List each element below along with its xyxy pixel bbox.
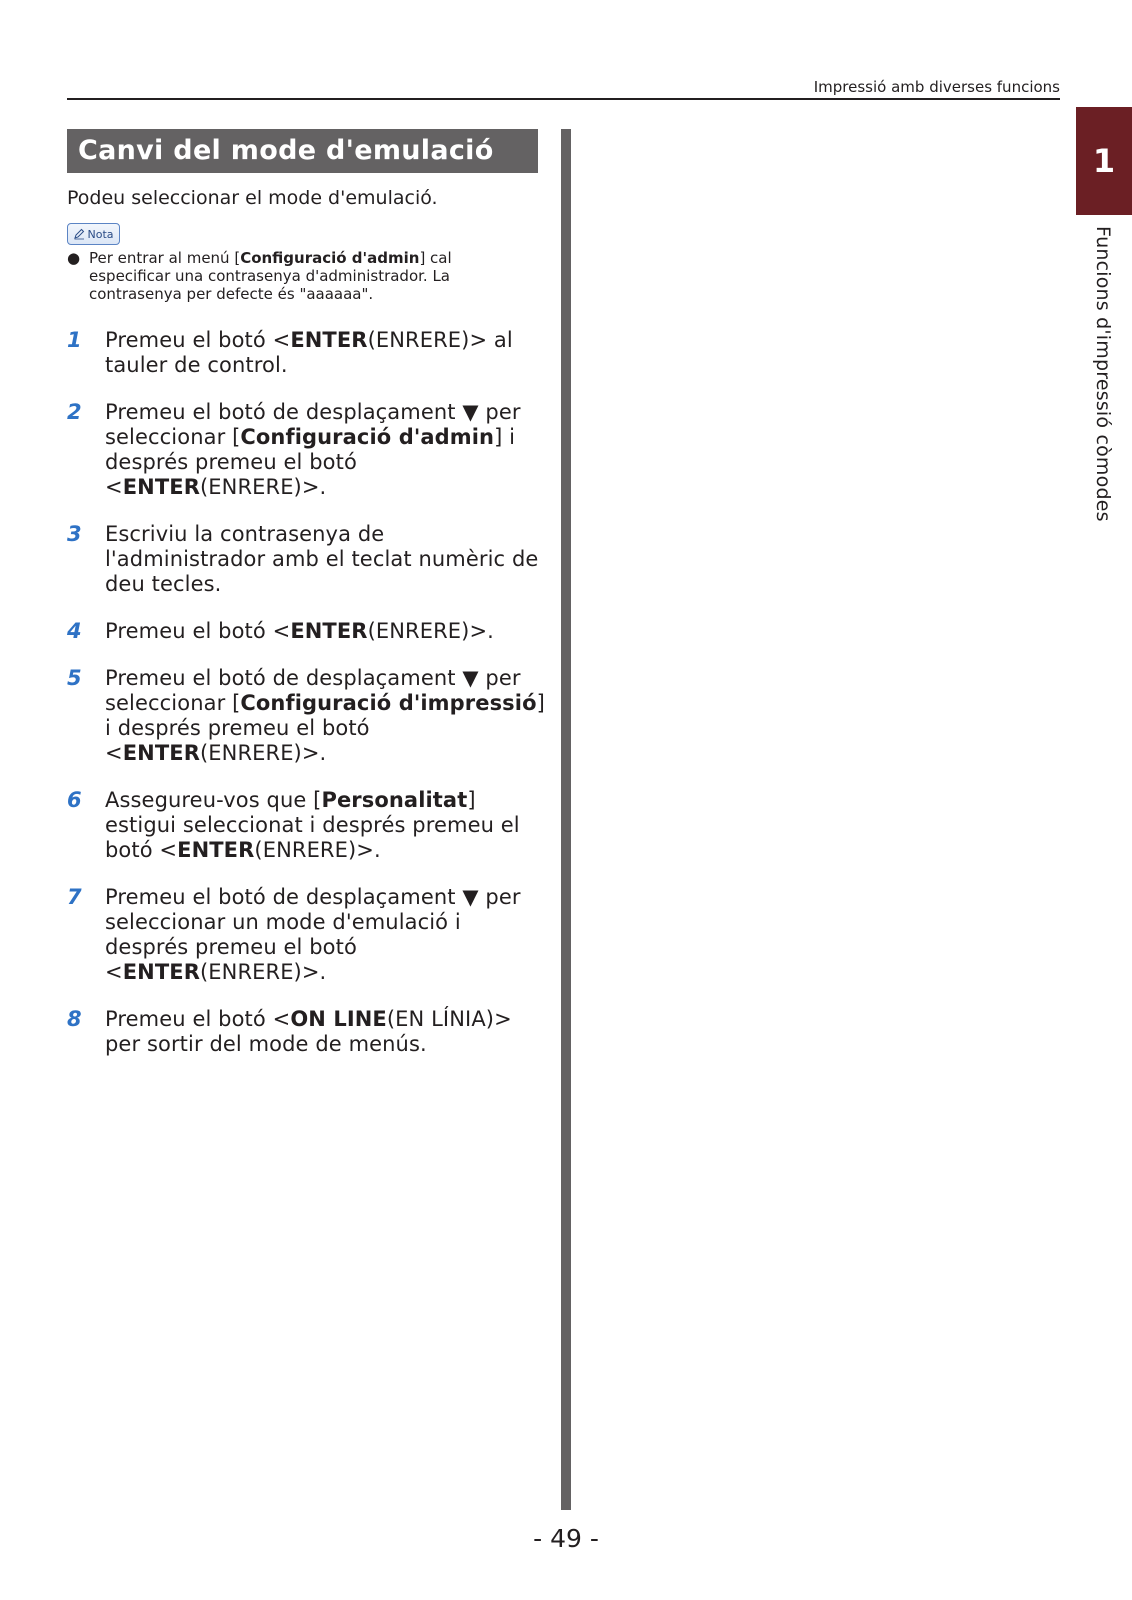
step-text-part: Premeu el botó <: [105, 328, 291, 352]
step-text-part: Premeu el botó <: [105, 619, 291, 643]
step-text: [105, 328, 547, 378]
step-text-part: Escriviu la contrasenya de l'administrador amb el teclat numèric de deu tecles.: [105, 522, 539, 596]
step-text-part: (ENRERE)>.: [367, 619, 494, 643]
step-text-part: Premeu el botó de desplaçament: [105, 666, 463, 690]
step-text-part: ] estigui seleccionat i després premeu el botó <: [105, 788, 520, 862]
step-text-part: ▼ per seleccionar un mode d'emulació i després premeu el botó <: [105, 885, 521, 984]
step-text-bold: ENTER: [122, 475, 200, 499]
step-text-part: (ENRERE)>.: [254, 838, 381, 862]
running-header: Impressió amb diverses funcions: [813, 78, 1060, 96]
step-text: [105, 885, 547, 985]
note-bullet: ●: [67, 249, 81, 267]
chapter-side-label: Funcions d'impressió còmodes: [1092, 226, 1114, 522]
step-item: [67, 788, 547, 863]
section-intro: Podeu seleccionar el mode d'emulació.: [67, 187, 438, 209]
note-text-before: Per entrar al menú [: [89, 249, 241, 267]
step-text-bold: ENTER: [122, 960, 200, 984]
step-text-part: Premeu el botó de desplaçament: [105, 885, 463, 909]
step-text-bold: ENTER: [290, 328, 368, 352]
step-text-part: ▼ per seleccionar [: [105, 400, 521, 449]
section-heading: Canvi del mode d'emulació: [67, 129, 538, 173]
step-item: [67, 885, 547, 985]
step-text-part: (ENRERE)>.: [199, 475, 327, 499]
step-text-part: (ENRERE)>.: [199, 741, 327, 765]
step-text-part: (ENRERE)>.: [199, 960, 327, 984]
step-text: [105, 788, 547, 863]
step-number: 7: [67, 885, 82, 909]
step-item: [67, 522, 547, 597]
step-text-bold: ENTER: [122, 741, 200, 765]
step-text: [105, 522, 547, 597]
step-text-part: Premeu el botó <: [105, 1007, 291, 1031]
step-text: [105, 619, 547, 644]
step-text-bold: Configuració d'impressió: [240, 691, 537, 715]
step-text-bold: Personalitat: [321, 788, 468, 812]
step-item: [67, 400, 547, 500]
column-divider-bar: [561, 129, 571, 1510]
step-list: [67, 328, 547, 1079]
step-text-bold: ENTER: [177, 838, 255, 862]
note-badge-label: Nota: [87, 227, 114, 241]
note-text: [89, 249, 489, 303]
step-item: [67, 619, 547, 644]
step-text: [105, 666, 547, 766]
step-text-bold: ON LINE: [290, 1007, 387, 1031]
step-text-bold: Configuració d'admin: [240, 425, 495, 449]
step-number: 1: [67, 328, 82, 352]
header-rule: [67, 98, 1060, 100]
step-number: 4: [67, 619, 82, 643]
step-item: [67, 1007, 547, 1057]
chapter-number: 1: [1092, 142, 1116, 180]
step-item: [67, 666, 547, 766]
step-text-part: Assegureu-vos que [: [105, 788, 322, 812]
step-text-part: ] i després premeu el botó <: [105, 691, 545, 765]
chapter-tab[interactable]: [1076, 107, 1132, 215]
step-number: 8: [67, 1007, 82, 1031]
step-text-part: (EN LÍNIA)> per sortir del mode de menús.: [105, 1007, 512, 1056]
step-text-part: ] i després premeu el botó <: [105, 425, 516, 499]
step-text-part: ▼ per seleccionar [: [105, 666, 521, 715]
step-text-part: Premeu el botó de desplaçament: [105, 400, 463, 424]
pencil-icon: [73, 228, 85, 240]
step-text: [105, 400, 547, 500]
step-number: 3: [67, 522, 82, 546]
step-item: [67, 328, 547, 378]
step-text-part: (ENRERE)> al tauler de control.: [105, 328, 513, 377]
step-number: 2: [67, 400, 82, 424]
note-text-after: ] cal especificar una contrasenya d'administrador. La contrasenya per defecte és "aaaaaa".: [89, 249, 452, 303]
note-text-bold: Configuració d'admin: [240, 249, 420, 267]
note-badge: [67, 223, 120, 245]
step-number: 5: [67, 666, 82, 690]
step-number: 6: [67, 788, 82, 812]
step-text: [105, 1007, 547, 1057]
page-number: - 49 -: [533, 1524, 599, 1553]
step-text-bold: ENTER: [290, 619, 368, 643]
